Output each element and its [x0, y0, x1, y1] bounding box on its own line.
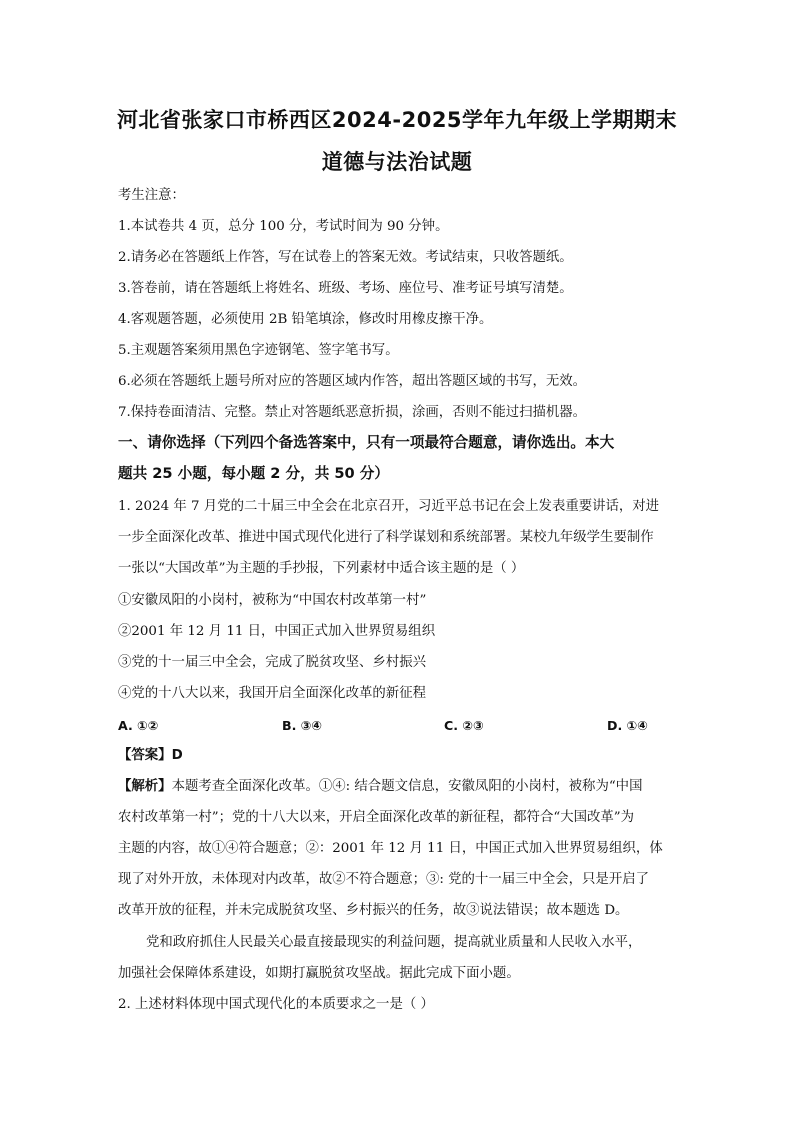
q1-option-c: C. ②③ — [444, 718, 484, 733]
material-paragraph: 加强社会保障体系建设，如期打赢脱贫攻坚战。据此完成下面小题。 — [118, 966, 520, 981]
notice-item: 1.本试卷共 4 页，总分 100 分，考试时间为 90 分钟。 — [118, 219, 449, 234]
analysis-text: 本题考查全面深化改革。①④: 结合题文信息，安徽凤阳的小岗村，被称为“中国 — [171, 779, 643, 794]
q1-option-a: A. ①② — [118, 718, 159, 733]
q1-stem: 1. 2024 年 7 月党的二十届三中全会在北京召开，习近平总书记在会上发表重要讲话，对进 — [118, 499, 660, 514]
notice-item: 6.必须在答题纸上题号所对应的答题区域内作答，超出答题区域的书写，无效。 — [118, 374, 587, 389]
q1-option-d: D. ①④ — [607, 718, 648, 733]
q1-option-b: B. ③④ — [282, 718, 323, 733]
q1-answer — [118, 749, 183, 762]
exam-title-line2: 道德与法治试题 — [321, 150, 473, 174]
notice-heading: 考生注意： — [118, 188, 185, 203]
answer-value: D — [171, 748, 183, 763]
section-heading-cont: 题共 25 小题，每小题 2 分，共 50 分） — [118, 465, 389, 482]
answer-label: 【答案】 — [118, 748, 172, 763]
notice-item: 3.答卷前，请在答题纸上将姓名、班级、考场、座位号、准考证号填写清楚。 — [118, 281, 573, 296]
q2-stem: 2. 上述材料体现中国式现代化的本质要求之一是（ ） — [118, 997, 434, 1012]
q1-material: ①安徽凤阳的小岗村，被称为“中国农村改革第一村” — [118, 593, 427, 608]
notice-item: 4.客观题答题，必须使用 2B 铅笔填涂，修改时用橡皮擦干净。 — [118, 312, 493, 327]
notice-item: 7.保持卷面清洁、完整。禁止对答题纸恶意折损，涂画，否则不能过扫描机器。 — [118, 405, 587, 420]
q1-material: ③党的十一届三中全会，完成了脱贫攻坚、乡村振兴 — [118, 655, 426, 670]
q1-analysis — [118, 780, 642, 793]
q1-analysis-text: 现了对外开放，未体现对内改革，故②不符合题意；③: 党的十一届三中全会，只是开启了 — [118, 872, 649, 887]
exam-title-line1: 河北省张家口市桥西区2024-2025学年九年级上学期期末 — [116, 108, 678, 132]
q1-stem: 一张以“大国改革”为主题的手抄报，下列素材中适合该主题的是（ ） — [118, 561, 525, 576]
q1-analysis-text: 主题的内容，故①④符合题意；②：2001 年 12 月 11 日，中国正式加入世界贸易组织，体 — [118, 841, 663, 856]
notice-item: 2.请务必在答题纸上作答，写在试卷上的答案无效。考试结束，只收答题纸。 — [118, 250, 573, 265]
q1-analysis-text: 农村改革第一村”；党的十八大以来，开启全面深化改革的新征程，都符合“大国改革”为 — [118, 810, 634, 825]
notice-item: 5.主观题答案须用黑色字迹钢笔、签字笔书写。 — [118, 343, 399, 358]
analysis-label: 【解析】 — [118, 779, 172, 794]
q1-material: ④党的十八大以来，我国开启全面深化改革的新征程 — [118, 686, 426, 701]
section-heading: 一、请你选择（下列四个备选答案中，只有一项最符合题意，请你选出。本大 — [118, 434, 615, 451]
q1-stem: 一步全面深化改革、推进中国式现代化进行了科学谋划和系统部署。某校九年级学生要制作 — [118, 530, 654, 545]
q1-material: ②2001 年 12 月 11 日，中国正式加入世界贸易组织 — [118, 624, 436, 639]
q1-analysis-text: 改革开放的征程，并未完成脱贫攻坚、乡村振兴的任务，故③说法错误；故本题选 D。 — [118, 903, 629, 918]
material-paragraph: 党和政府抓住人民最关心最直接最现实的利益问题，提高就业质量和人民收入水平， — [146, 935, 642, 950]
